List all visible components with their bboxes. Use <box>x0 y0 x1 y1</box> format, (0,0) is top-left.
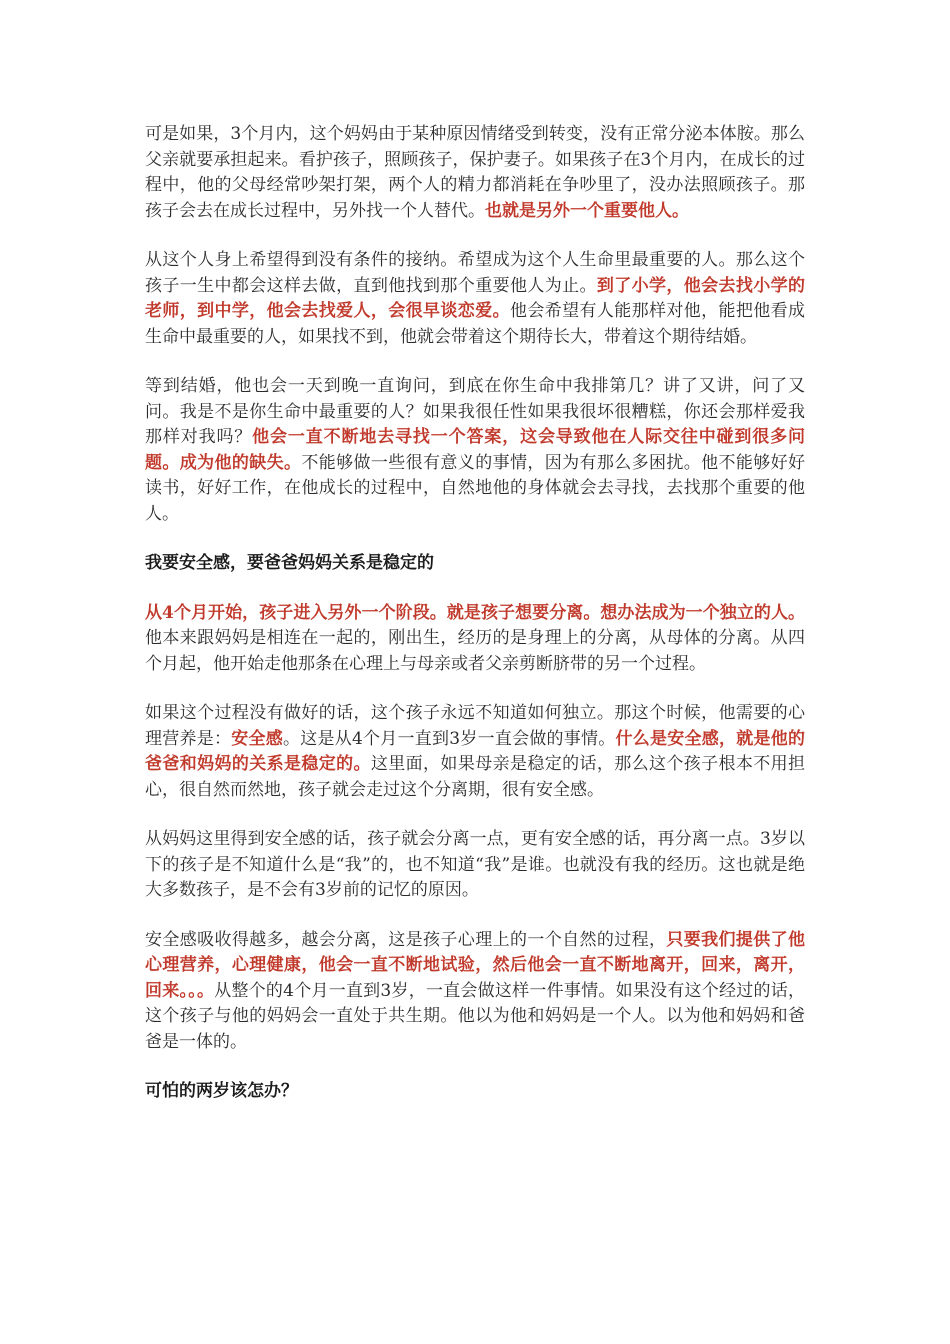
paragraph <box>145 374 805 527</box>
paragraph <box>145 122 805 224</box>
body-text: 不能够做一些很有意义的事情，因为有那么多困扰。他不能够好好读书，好好工作，在他成长的过程中，自然地他的身体就会去寻找，去找那个重要的他人。 <box>145 452 805 524</box>
highlighted-text: 到了小学，他会去找小学的老师，到中学，他会去找爱人，会很早谈恋爱。 <box>145 275 806 321</box>
body-text: 他会希望有人能那样对他，能把他看成生命中最重要的人，如果找不到，他就会带着这个期待长大，带着这个期待结婚。 <box>145 301 806 347</box>
body-text: 从这个人身上希望得到没有条件的接纳。希望成为这个人生命里最重要的人。那么这个孩子一生中都会这样去做，直到他找到那个重要他人为止。 <box>145 250 805 296</box>
section-heading-security: 我要安全感，要爸爸妈妈关系是稳定的 <box>145 553 434 573</box>
highlighted-text: 只要我们提供了他心理营养，心理健康，他会一直不断地试验，然后他会一直不断地离开，回来，离开，回来。。。 <box>145 929 806 1001</box>
article-body <box>145 122 805 1129</box>
paragraph-group-2 <box>145 601 805 1056</box>
paragraph <box>145 248 805 350</box>
body-text: 。这是从4个月一直到3岁一直会做的事情。 <box>282 728 616 749</box>
highlighted-text: 他会一直不断地去寻找一个答案，这会导致他在人际交往中碰到很多问题。成为他的缺失。 <box>145 427 806 473</box>
highlighted-text: 安全感 <box>231 728 283 749</box>
body-text: 从整个的4个月一直到3岁，一直会做这样一件事情。如果没有这个经过的话，这个孩子与他的妈妈会一直处于共生期。他以为他和妈妈是一个人。以为他和妈妈和爸爸是一体的。 <box>145 980 805 1052</box>
paragraph <box>145 827 805 904</box>
highlighted-text: 从4个月开始，孩子进入另外一个阶段。就是孩子想要分离。想办法成为一个独立的人。 <box>145 602 805 623</box>
section-heading-terrible-twos: 可怕的两岁该怎办？ <box>145 1081 298 1101</box>
highlighted-text: 也就是另外一个重要他人。 <box>485 200 689 221</box>
body-text: 从妈妈这里得到安全感的话，孩子就会分离一点，更有安全感的话，再分离一点。3岁以下的孩子是不知道什么是“我”的，也不知道“我”是谁。也就没有我的经历。这也就是绝大多数孩子，是不会有3岁前的记忆的原因。 <box>145 829 805 900</box>
paragraph <box>145 701 805 803</box>
highlighted-text: 什么是安全感，就是他的爸爸和妈妈的关系是稳定的。 <box>145 728 806 774</box>
body-text: 这里面，如果母亲是稳定的话，那么这个孩子根本不用担心，很自然而然地，孩子就会走过这个分离期，很有安全感。 <box>145 754 806 800</box>
paragraph <box>145 601 805 678</box>
paragraph-group-1 <box>145 122 805 527</box>
body-text: 等到结婚，他也会一天到晚一直询问，到底在你生命中我排第几？讲了又讲，问了又问。我是不是你生命中最重要的人？如果我很任性如果我很坏很糟糕，你还会那样爱我那样对我吗？ <box>145 376 805 447</box>
body-text: 安全感吸收得越多，越会分离，这是孩子心理上的一个自然的过程， <box>145 929 667 950</box>
paragraph <box>145 928 805 1056</box>
body-text: 如果这个过程没有做好的话，这个孩子永远不知道如何独立。那这个时候，他需要的心理营养是： <box>145 703 805 749</box>
body-text: 可是如果，3个月内，这个妈妈由于某种原因情绪受到转变，没有正常分泌本体胺。那么父亲就要承担起来。看护孩子，照顾孩子，保护妻子。如果孩子在3个月内，在成长的过程中，他的父母经常吵架打架，两个人的精力都消耗在争吵里了，没办法照顾孩子。那孩子会去在成长过程中，另外找一个人替代。 <box>145 124 805 221</box>
body-text: 他本来跟妈妈是相连在一起的，刚出生，经历的是身理上的分离，从母体的分离。从四个月起，他开始走他那条在心理上与母亲或者父亲剪断脐带的另一个过程。 <box>145 628 805 674</box>
